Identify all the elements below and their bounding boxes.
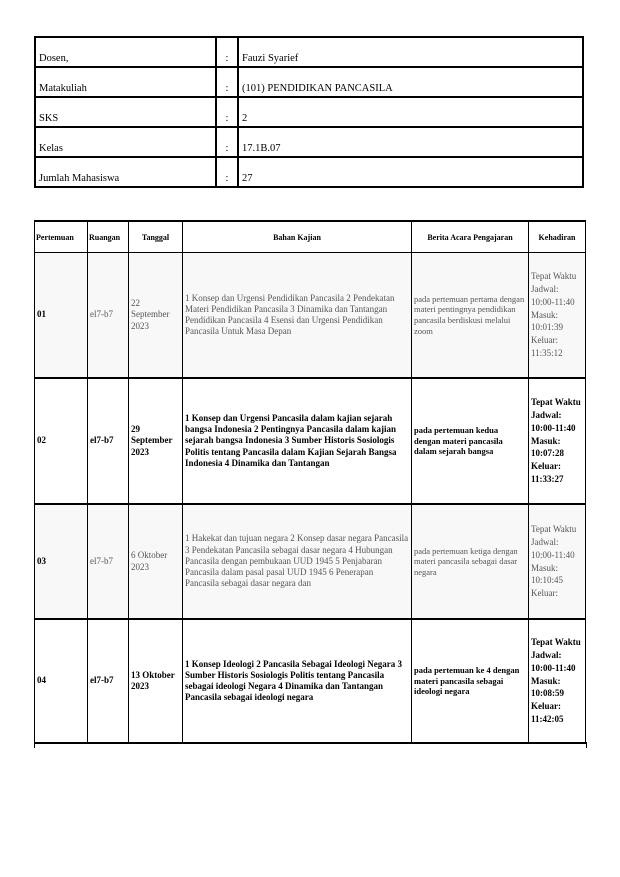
bahan-kajian-cell: 1 Konsep dan Urgensi Pendidikan Pancasila 2 Pendekatan Materi Pendidikan Pancasila 3 Dinamika dan Tantangan Pendidikan Pancasila 4 Esensi dan Urgensi Pendidikan Pancasila Untuk Masa Depan [183, 253, 412, 379]
bahan-kajian-cell: 1 Konsep dan Urgensi Pancasila dalam kajian sejarah bangsa Indonesia 2 Pentingnya Pancasila dalam kajian sejarah bangsa Indonesia 3 Sumber Historis Sosiologis Politis tentang Pancasila dalam Kajian Sejarah Bangsa Indonesia 4 Dinamika dan Tantangan [183, 378, 412, 504]
info-row-kelas [35, 127, 583, 157]
info-value-matakuliah: (101) PENDIDIKAN PANCASILA [238, 67, 583, 97]
schedule-header-row [35, 221, 586, 253]
column-header-bahan-kajian: Bahan Kajian [183, 221, 412, 253]
info-value-kelas: 17.1B.07 [238, 127, 583, 157]
info-value-jumlah-mahasiswa: 27 [238, 157, 583, 187]
pertemuan-cell: 02 [35, 378, 88, 504]
bahan-kajian-cell: 1 Konsep Ideologi 2 Pancasila Sebagai Ideologi Negara 3 Sumber Historis Sosiologis Politis tentang Pancasila sebagai ideologi Negara 4 Dinamika dan Tantangan Pancasila sebagai ideologi negara [183, 619, 412, 743]
info-separator: : [216, 97, 238, 127]
info-separator: : [216, 157, 238, 187]
column-header-pertemuan: Pertemuan [35, 221, 88, 253]
info-separator: : [216, 67, 238, 97]
info-label: Matakuliah [35, 67, 216, 97]
column-header-ruangan: Ruangan [88, 221, 129, 253]
kehadiran-cell: Tepat Waktu Jadwal: 10:00-11:40 Masuk: 10:08:59 Keluar: 11:42:05 [529, 619, 586, 743]
tanggal-cell: 22 September 2023 [129, 253, 183, 379]
kehadiran-cell: Tepat Waktu Jadwal: 10:00-11:40 Masuk: 10:10:45 Keluar: [529, 504, 586, 619]
info-row-sks [35, 97, 583, 127]
info-label: Kelas [35, 127, 216, 157]
tanggal-cell: 29 September 2023 [129, 378, 183, 504]
info-label: SKS [35, 97, 216, 127]
tanggal-cell: 6 Oktober 2023 [129, 504, 183, 619]
kehadiran-cell: Tepat Waktu Jadwal: 10:00-11:40 Masuk: 10:07:28 Keluar: 11:33:27 [529, 378, 586, 504]
info-value-dosen: Fauzi Syarief [238, 37, 583, 67]
info-separator: : [216, 37, 238, 67]
berita-acara-cell: pada pertemuan ketiga dengan materi pancasila sebagai dasar negara [412, 504, 529, 619]
info-label: Dosen, [35, 37, 216, 67]
info-row-dosen [35, 37, 583, 67]
pertemuan-cell: 03 [35, 504, 88, 619]
info-separator: : [216, 127, 238, 157]
course-info-table [34, 36, 584, 188]
berita-acara-cell: pada pertemuan ke 4 dengan materi pancasila sebagai ideologi negara [412, 619, 529, 743]
pertemuan-cell: 04 [35, 619, 88, 743]
info-row-matakuliah [35, 67, 583, 97]
ruangan-cell: el7-b7 [88, 619, 129, 743]
ruangan-cell: el7-b7 [88, 504, 129, 619]
table-row [35, 504, 586, 619]
tanggal-cell: 13 Oktober 2023 [129, 619, 183, 743]
ruangan-cell: el7-b7 [88, 253, 129, 379]
info-value-sks: 2 [238, 97, 583, 127]
table-continuation-border [34, 742, 587, 748]
table-row [35, 619, 586, 743]
berita-acara-cell: pada pertemuan pertama dengan materi pentingnya pendidikan pancasila berdiskusi melalui zoom [412, 253, 529, 379]
table-row [35, 253, 586, 379]
info-row-jumlah-mahasiswa [35, 157, 583, 187]
kehadiran-cell: Tepat Waktu Jadwal: 10:00-11:40 Masuk: 10:01:39 Keluar: 11:35:12 [529, 253, 586, 379]
schedule-table [34, 220, 586, 744]
table-row [35, 378, 586, 504]
bahan-kajian-cell: 1 Hakekat dan tujuan negara 2 Konsep dasar negara Pancasila 3 Pendekatan Pancasila sebagai dasar negara 4 Hubungan Pancasila dengan pembukaan UUD 1945 5 Penjabaran Pancasila dalam pasal pasal UUD 1945 6 Penerapan Pancasila sebagai dasar negara dan [183, 504, 412, 619]
column-header-berita-acara: Berita Acara Pengajaran [412, 221, 529, 253]
column-header-kehadiran: Kehadiran [529, 221, 586, 253]
info-label: Jumlah Mahasiswa [35, 157, 216, 187]
ruangan-cell: el7-b7 [88, 378, 129, 504]
berita-acara-cell: pada pertemuan kedua dengan materi pancasila dalam sejarah bangsa [412, 378, 529, 504]
column-header-tanggal: Tanggal [129, 221, 183, 253]
pertemuan-cell: 01 [35, 253, 88, 379]
